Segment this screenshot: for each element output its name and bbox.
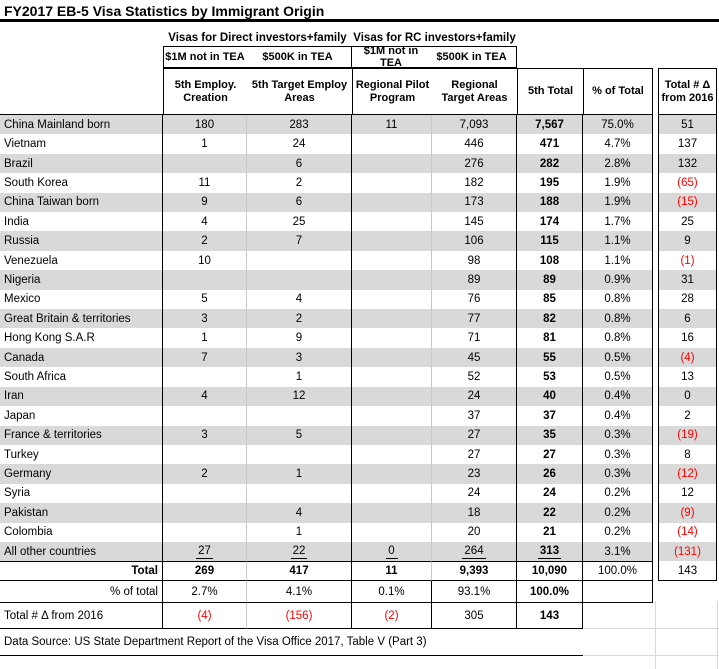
cell-employ-creation: 27 <box>163 542 247 561</box>
subheader-rc-box <box>352 46 517 68</box>
delta-from-2016-row <box>0 603 719 629</box>
cell-pct-of-total: 0.9% <box>583 270 653 289</box>
cell-target-employ: 6 <box>247 193 352 212</box>
cell-target-employ <box>247 406 352 425</box>
cell-pct-of-total: 3.1% <box>583 542 653 561</box>
table-row <box>0 173 719 192</box>
cell-regional-pilot <box>352 523 432 542</box>
cell-5th-total: 89 <box>517 270 583 289</box>
cell-pct-c1: 2.7% <box>163 581 247 603</box>
subheader-direct-box <box>163 46 352 68</box>
cell-pct-of-total: 0.3% <box>583 426 653 445</box>
cell-pct-c2: 4.1% <box>247 581 352 603</box>
cell-target-employ: 3 <box>247 348 352 367</box>
cell-target-employ: 24 <box>247 134 352 153</box>
cell-delta-2016: 25 <box>658 212 717 231</box>
table-row <box>0 445 719 464</box>
table-row <box>0 212 719 231</box>
cell-country: Hong Kong S.A.R <box>0 328 163 347</box>
cell-country: Brazil <box>0 154 163 173</box>
table-row <box>0 542 719 561</box>
cell-country: China Taiwan born <box>0 193 163 212</box>
cell-delta-2016: 137 <box>658 134 717 153</box>
cell-regional-target: 45 <box>432 348 517 367</box>
cell-5th-total: 82 <box>517 309 583 328</box>
cell-delta-2016: (19) <box>658 426 717 445</box>
cell-regional-pilot <box>352 387 432 406</box>
cell-regional-pilot <box>352 134 432 153</box>
cell-employ-creation: 10 <box>163 251 247 270</box>
group-header-row <box>0 22 719 46</box>
cell-target-employ: 1 <box>247 523 352 542</box>
cell-target-employ: 6 <box>247 154 352 173</box>
table-row <box>0 134 719 153</box>
cell-5th-total: 313 <box>517 542 583 561</box>
cell-employ-creation: 2 <box>163 464 247 483</box>
cell-employ-creation <box>163 367 247 386</box>
table-row <box>0 523 719 542</box>
delta-row-label: Total # Δ from 2016 <box>0 603 163 629</box>
col-header-employ-creation: 5th Employ. Creation <box>163 68 247 115</box>
cell-employ-creation <box>163 484 247 503</box>
group-header-direct: Visas for Direct investors+family <box>168 32 347 44</box>
cell-5th-total: 37 <box>517 406 583 425</box>
table-row <box>0 154 719 173</box>
cell-regional-pilot <box>352 309 432 328</box>
cell-pct-of-total: 0.5% <box>583 348 653 367</box>
cell-employ-creation: 9 <box>163 193 247 212</box>
cell-regional-pilot <box>352 290 432 309</box>
cell-regional-target: 89 <box>432 270 517 289</box>
cell-pct-empty <box>583 581 653 603</box>
table-row <box>0 464 719 483</box>
cell-5th-total: 27 <box>517 445 583 464</box>
cell-total-5th: 10,090 <box>517 561 583 581</box>
cell-delta-2016: 13 <box>658 367 717 386</box>
cell-delta-2016: (65) <box>658 173 717 192</box>
cell-regional-pilot <box>352 503 432 522</box>
table-row <box>0 231 719 250</box>
cell-country: Japan <box>0 406 163 425</box>
cell-country: Syria <box>0 484 163 503</box>
cell-regional-pilot <box>352 231 432 250</box>
cell-country: Pakistan <box>0 503 163 522</box>
cell-5th-total: 21 <box>517 523 583 542</box>
cell-pct-of-total: 1.9% <box>583 173 653 192</box>
cell-target-employ: 25 <box>247 212 352 231</box>
cell-delta-2016: 28 <box>658 290 717 309</box>
subheader-direct-1m: $1M not in TEA <box>165 51 245 63</box>
cell-delta-2016: (12) <box>658 464 717 483</box>
cell-regional-pilot <box>352 464 432 483</box>
col-header-regional-pilot: Regional Pilot Program <box>352 68 432 115</box>
cell-delta-2016: 2 <box>658 406 717 425</box>
cell-delta-2016: 16 <box>658 328 717 347</box>
cell-pct-of-total: 0.3% <box>583 464 653 483</box>
cell-pct-c4: 93.1% <box>432 581 517 603</box>
cell-country: Turkey <box>0 445 163 464</box>
cell-employ-creation: 1 <box>163 134 247 153</box>
table-row <box>0 251 719 270</box>
col-header-regional-target: Regional Target Areas <box>432 68 517 115</box>
cell-country: South Korea <box>0 173 163 192</box>
cell-regional-target: 71 <box>432 328 517 347</box>
cell-delta-2016: 31 <box>658 270 717 289</box>
cell-5th-total: 471 <box>517 134 583 153</box>
cell-regional-target: 24 <box>432 387 517 406</box>
cell-5th-total: 24 <box>517 484 583 503</box>
data-source-note: Data Source: US State Department Report of the Visa Office 2017, Table V (Part 3) <box>0 629 583 656</box>
cell-pct-of-total: 1.7% <box>583 212 653 231</box>
cell-regional-pilot <box>352 406 432 425</box>
cell-delta-5th: 143 <box>517 603 583 629</box>
cell-pct-of-total: 2.8% <box>583 154 653 173</box>
cell-pct-of-total: 0.8% <box>583 309 653 328</box>
cell-regional-target: 27 <box>432 445 517 464</box>
cell-5th-total: 174 <box>517 212 583 231</box>
cell-regional-pilot <box>352 426 432 445</box>
group-header-rc: Visas for RC investors+family <box>353 32 516 44</box>
cell-total-c3: 11 <box>352 561 432 581</box>
cell-total-c2: 417 <box>247 561 352 581</box>
cell-delta-2016: 0 <box>658 387 717 406</box>
cell-employ-creation: 4 <box>163 212 247 231</box>
cell-target-employ: 2 <box>247 173 352 192</box>
cell-5th-total: 35 <box>517 426 583 445</box>
cell-5th-total: 115 <box>517 231 583 250</box>
subheader-row <box>0 46 719 68</box>
cell-target-employ: 2 <box>247 309 352 328</box>
cell-target-employ: 5 <box>247 426 352 445</box>
cell-regional-pilot <box>352 484 432 503</box>
cell-regional-pilot <box>352 445 432 464</box>
cell-5th-total: 85 <box>517 290 583 309</box>
column-header-row <box>0 68 719 115</box>
table-row <box>0 290 719 309</box>
cell-country: Vietnam <box>0 134 163 153</box>
cell-country: China Mainland born <box>0 115 163 134</box>
cell-target-employ: 22 <box>247 542 352 561</box>
cell-delta-2016: (15) <box>658 193 717 212</box>
cell-delta-2016: 12 <box>658 484 717 503</box>
cell-delta-2016: 6 <box>658 309 717 328</box>
cell-target-employ: 1 <box>247 464 352 483</box>
cell-employ-creation: 4 <box>163 387 247 406</box>
subheader-rc-500k: $500K in TEA <box>436 51 507 63</box>
gridline-horizontal <box>584 655 719 656</box>
cell-target-employ: 283 <box>247 115 352 134</box>
cell-delta-2016: 132 <box>658 154 717 173</box>
cell-regional-target: 446 <box>432 134 517 153</box>
cell-country: Germany <box>0 464 163 483</box>
cell-regional-pilot <box>352 328 432 347</box>
cell-regional-target: 23 <box>432 464 517 483</box>
cell-employ-creation <box>163 503 247 522</box>
table-row <box>0 387 719 406</box>
cell-country: Colombia <box>0 523 163 542</box>
cell-target-employ: 4 <box>247 290 352 309</box>
table-row <box>0 193 719 212</box>
cell-5th-total: 7,567 <box>517 115 583 134</box>
table-body <box>0 115 719 561</box>
cell-delta-2016: (9) <box>658 503 717 522</box>
col-header-5th-total: 5th Total <box>517 68 583 115</box>
cell-target-employ <box>247 251 352 270</box>
gridline-vertical <box>655 601 656 669</box>
gridline-horizontal <box>584 628 719 629</box>
cell-pct-of-total: 0.4% <box>583 387 653 406</box>
cell-employ-creation <box>163 270 247 289</box>
cell-regional-target: 264 <box>432 542 517 561</box>
cell-regional-pilot <box>352 193 432 212</box>
cell-regional-target: 173 <box>432 193 517 212</box>
table-row <box>0 426 719 445</box>
corner-spacer <box>0 68 163 115</box>
cell-employ-creation: 180 <box>163 115 247 134</box>
table-row <box>0 309 719 328</box>
cell-regional-pilot <box>352 212 432 231</box>
cell-employ-creation <box>163 406 247 425</box>
cell-delta-c1: (4) <box>163 603 247 629</box>
cell-delta-c4: 305 <box>432 603 517 629</box>
cell-regional-target: 77 <box>432 309 517 328</box>
cell-regional-target: 98 <box>432 251 517 270</box>
cell-regional-pilot <box>352 251 432 270</box>
cell-regional-pilot <box>352 367 432 386</box>
pct-of-total-row <box>0 581 719 603</box>
cell-pct-of-total: 0.2% <box>583 503 653 522</box>
cell-regional-pilot: 11 <box>352 115 432 134</box>
cell-delta-2016: (131) <box>658 542 717 561</box>
cell-regional-target: 27 <box>432 426 517 445</box>
cell-delta-2016: 9 <box>658 231 717 250</box>
cell-5th-total: 26 <box>517 464 583 483</box>
table-row <box>0 328 719 347</box>
cell-delta-c2: (156) <box>247 603 352 629</box>
cell-delta-c3: (2) <box>352 603 432 629</box>
cell-target-employ: 9 <box>247 328 352 347</box>
cell-regional-pilot: 0 <box>352 542 432 561</box>
cell-target-employ: 1 <box>247 367 352 386</box>
source-row <box>0 629 719 656</box>
cell-5th-total: 282 <box>517 154 583 173</box>
cell-pct-of-total: 0.5% <box>583 367 653 386</box>
cell-employ-creation: 3 <box>163 309 247 328</box>
cell-5th-total: 40 <box>517 387 583 406</box>
cell-pct-of-total: 4.7% <box>583 134 653 153</box>
table-row <box>0 367 719 386</box>
cell-country: France & territories <box>0 426 163 445</box>
total-row <box>0 561 719 581</box>
col-header-delta-2016: Total # Δ from 2016 <box>658 68 717 115</box>
cell-employ-creation: 3 <box>163 426 247 445</box>
cell-regional-target: 52 <box>432 367 517 386</box>
cell-target-employ: 12 <box>247 387 352 406</box>
cell-5th-total: 22 <box>517 503 583 522</box>
cell-5th-total: 81 <box>517 328 583 347</box>
cell-regional-target: 24 <box>432 484 517 503</box>
cell-employ-creation <box>163 445 247 464</box>
cell-regional-target: 76 <box>432 290 517 309</box>
total-label: Total <box>0 561 163 581</box>
cell-delta-2016: 8 <box>658 445 717 464</box>
page-title: FY2017 EB-5 Visa Statistics by Immigrant Origin <box>4 3 325 19</box>
cell-regional-pilot <box>352 270 432 289</box>
cell-country: Russia <box>0 231 163 250</box>
cell-5th-total: 188 <box>517 193 583 212</box>
cell-total-pct: 100.0% <box>583 561 653 581</box>
cell-country: Nigeria <box>0 270 163 289</box>
cell-country: Great Britain & territories <box>0 309 163 328</box>
cell-country: Mexico <box>0 290 163 309</box>
table-row <box>0 115 719 134</box>
cell-pct-of-total: 0.4% <box>583 406 653 425</box>
table-row <box>0 503 719 522</box>
cell-pct-of-total: 0.2% <box>583 523 653 542</box>
cell-regional-target: 20 <box>432 523 517 542</box>
cell-pct-of-total: 75.0% <box>583 115 653 134</box>
cell-target-employ <box>247 270 352 289</box>
cell-regional-target: 7,093 <box>432 115 517 134</box>
cell-regional-pilot <box>352 348 432 367</box>
cell-delta-2016: (1) <box>658 251 717 270</box>
cell-regional-target: 37 <box>432 406 517 425</box>
cell-regional-target: 276 <box>432 154 517 173</box>
subheader-direct-500k: $500K in TEA <box>262 51 333 63</box>
cell-regional-target: 106 <box>432 231 517 250</box>
cell-pct-c3: 0.1% <box>352 581 432 603</box>
cell-target-employ: 4 <box>247 503 352 522</box>
col-header-target-employ: 5th Target Employ Areas <box>247 68 352 115</box>
cell-regional-pilot <box>352 173 432 192</box>
cell-country: Iran <box>0 387 163 406</box>
cell-pct-of-total: 0.8% <box>583 290 653 309</box>
table-row <box>0 484 719 503</box>
cell-5th-total: 195 <box>517 173 583 192</box>
cell-country: South Africa <box>0 367 163 386</box>
cell-total-delta: 143 <box>658 561 717 581</box>
cell-total-c4: 9,393 <box>432 561 517 581</box>
cell-5th-total: 108 <box>517 251 583 270</box>
cell-pct-of-total: 0.8% <box>583 328 653 347</box>
cell-delta-2016: (14) <box>658 523 717 542</box>
cell-regional-target: 182 <box>432 173 517 192</box>
cell-pct-of-total: 1.1% <box>583 231 653 250</box>
cell-delta-2016: (4) <box>658 348 717 367</box>
corner-spacer <box>0 46 163 68</box>
col-header-pct-of-total: % of Total <box>583 68 653 115</box>
cell-pct-of-total: 0.2% <box>583 484 653 503</box>
cell-target-employ <box>247 484 352 503</box>
table-row <box>0 406 719 425</box>
subheader-rc-1m: $1M not in TEA <box>363 45 419 69</box>
gridline-vertical <box>717 601 718 669</box>
cell-target-employ: 7 <box>247 231 352 250</box>
cell-employ-creation <box>163 154 247 173</box>
cell-regional-target: 18 <box>432 503 517 522</box>
table-row <box>0 348 719 367</box>
cell-regional-target: 145 <box>432 212 517 231</box>
cell-country: Canada <box>0 348 163 367</box>
cell-country: India <box>0 212 163 231</box>
cell-country: All other countries <box>0 542 163 561</box>
cell-employ-creation: 5 <box>163 290 247 309</box>
cell-pct-of-total: 1.1% <box>583 251 653 270</box>
cell-total-c1: 269 <box>163 561 247 581</box>
cell-regional-pilot <box>352 154 432 173</box>
pct-of-total-label: % of total <box>0 581 163 603</box>
cell-country: Venezuela <box>0 251 163 270</box>
cell-5th-total: 55 <box>517 348 583 367</box>
cell-pct-of-total: 1.9% <box>583 193 653 212</box>
cell-pct-5th: 100.0% <box>517 581 583 603</box>
cell-employ-creation: 7 <box>163 348 247 367</box>
cell-delta-2016: 51 <box>658 115 717 134</box>
cell-target-employ <box>247 445 352 464</box>
cell-employ-creation <box>163 523 247 542</box>
table-row <box>0 270 719 289</box>
cell-employ-creation: 2 <box>163 231 247 250</box>
cell-employ-creation: 1 <box>163 328 247 347</box>
cell-pct-of-total: 0.3% <box>583 445 653 464</box>
cell-5th-total: 53 <box>517 367 583 386</box>
cell-employ-creation: 11 <box>163 173 247 192</box>
